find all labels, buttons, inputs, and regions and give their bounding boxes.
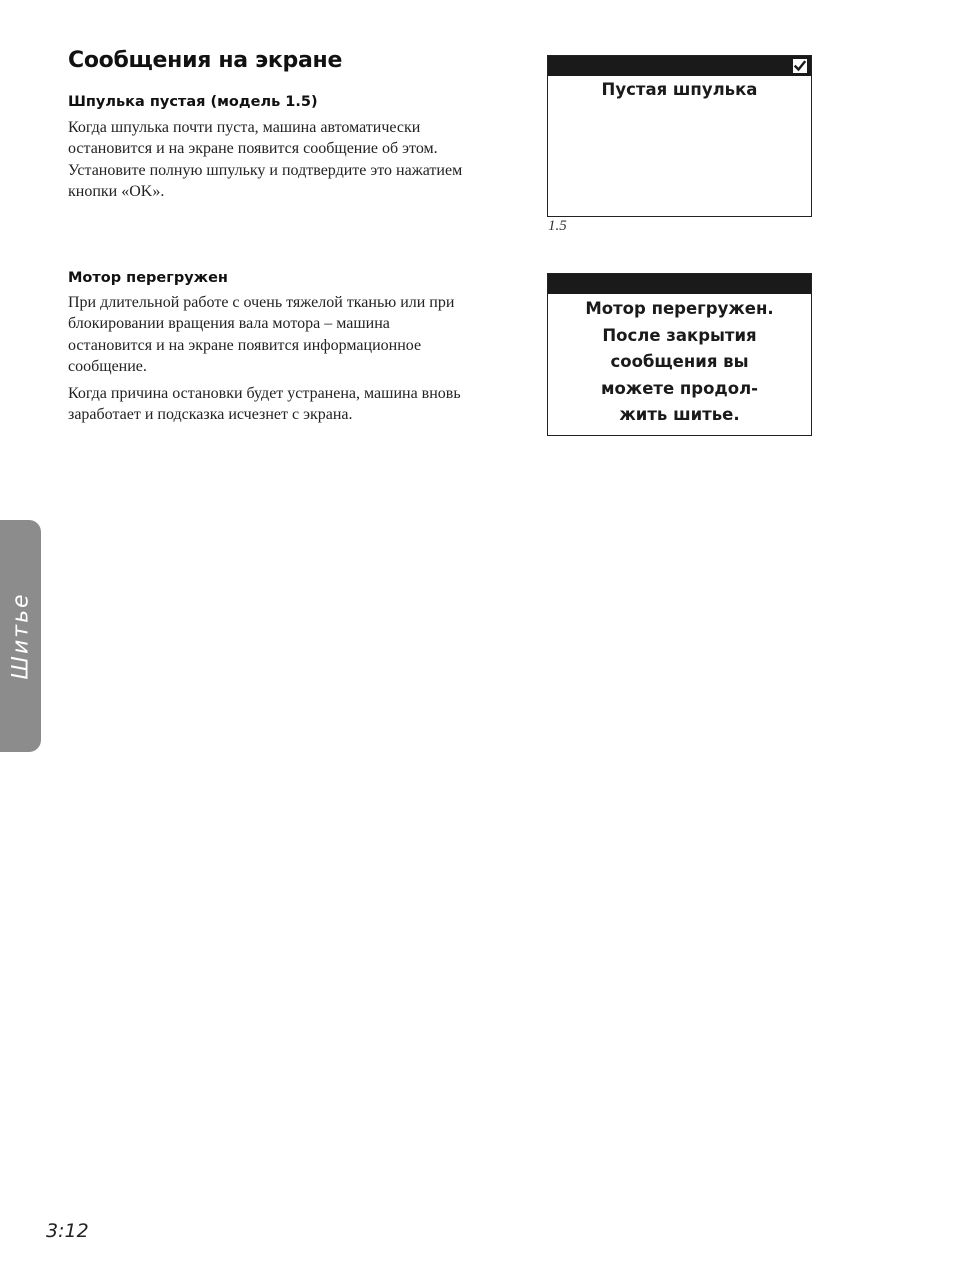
screen-message-motor-overload: [548, 294, 811, 429]
page-number: 3:12: [46, 1220, 89, 1242]
screen-message-line: После закрытия: [602, 325, 757, 345]
chapter-side-tab-label: Шитье: [8, 592, 34, 680]
screen-message-line: сообщения вы: [610, 352, 749, 371]
screen-message-line: жить шитье.: [619, 405, 740, 424]
screen-motor-overload: [547, 273, 812, 436]
screen-message-empty-bobbin: Пустая шпулька: [601, 80, 758, 99]
screen-title-bar: [548, 274, 811, 294]
checkmark-icon[interactable]: [792, 58, 808, 74]
screen-caption-model: 1.5: [548, 218, 567, 234]
section-heading-motor-overload: Мотор перегружен: [68, 270, 228, 286]
paragraph-motor-overload-1: При длительной работе с очень тяжелой тканью или при блокировании вращения вала мотора – машина остановится и на экране появится информационное сообщение.: [68, 294, 455, 375]
screen-empty-bobbin: [547, 55, 812, 217]
screen-title-bar: [548, 56, 811, 76]
paragraph-motor-overload-2: Когда причина остановки будет устранена, машина вновь заработает и подсказка исчезнет с экрана.: [68, 385, 461, 424]
screen-message-line: можете продол-: [600, 378, 759, 398]
screen-message-line: Мотор перегружен.: [585, 299, 774, 318]
section-heading-empty-bobbin: Шпулька пустая (модель 1.5): [68, 94, 318, 110]
page-title: Сообщения на экране: [68, 48, 343, 73]
paragraph-empty-bobbin: Когда шпулька почти пуста, машина автоматически остановится и на экране появится сообщение об этом. Установите полную шпульку и подтвердите это нажатием кнопки «OK».: [68, 119, 463, 200]
